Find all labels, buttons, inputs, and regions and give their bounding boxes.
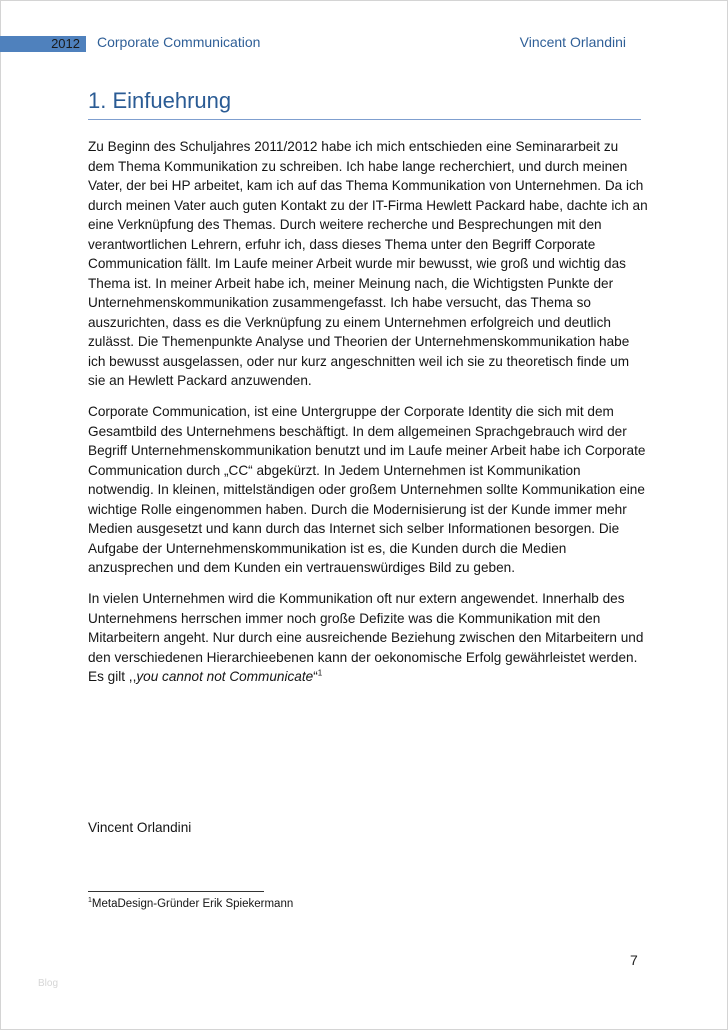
footnote-text: MetaDesign-Gründer Erik Spiekermann [91,898,294,910]
paragraph-3-text: In vielen Unternehmen wird die Kommunikation oft nur extern angewendet. Innerhalb des Unternehmens herrschen immer noch große Defizite was die Kommunikation mit den Mitarbeitern angeht. Nur durch eine ausreichende Beziehung zwischen den Mitarbeitern und den verschiedenen Hierarchieebenen kann der oekonomische Erfolg gewährleistet werden. Es gilt ,, [88,591,644,684]
body-text [88,137,648,698]
page-number: 7 [630,952,638,968]
year-tab [0,36,86,52]
header-title: Corporate Communication [97,34,261,50]
paragraph-3 [88,589,648,687]
page-header [0,32,728,54]
header-author: Vincent Orlandini [519,34,626,50]
watermark: Blog [38,978,59,989]
paragraph-2: Corporate Communication, ist eine Untergruppe der Corporate Identity die sich mit dem Gesamtbild des Unternehmens beschäftigt. In dem allgemeinen Sprachgebrauch wird der Begriff Unternehmenskommunikation benutzt und im Laufe meiner Arbeit habe ich Corporate Communication durch „CC“ abgekürzt. In Jedem Unternehmen ist Kommunikation notwendig. In kleinen, mittelständigen oder großem Unternehmen sollte Kommunikation eine wichtige Rolle eingenommen haben. Durch die Modernisierung ist der Kunde immer mehr Medien ausgesetzt und kann durch das Internet sich selber Informationen besorgen. Die Aufgabe der Unternehmenskommunikation ist es, die Kunden durch die Medien anzusprechen und dem Kunden ein vertrauenswürdiges Bild zu geben. [88,404,646,575]
header-year: 2012 [51,36,80,51]
paragraph-1: Zu Beginn des Schuljahres 2011/2012 habe ich mich entschieden eine Seminararbeit zu dem Thema Kommunikation zu schreiben. Ich habe lange recherchiert, und durch meinen Vater, der bei HP arbeitet, kam ich auf das Thema Kommunikation von Unternehmen. Da ich durch meinen Vater auch guten Kontakt zu der IT-Firma Hewlett Packard habe, dachte ich an eine Verknüpfung des Themas. Durch weitere recherche und Besprechungen mit den verantwortlichen Lehrern, erfuhr ich, dass dieses Thema unter den Begriff Corporate Communication fällt. Im Laufe meiner Arbeit wurde mir bewusst, wie groß und wichtig das Thema ist. In meiner Arbeit habe ich, meiner Meinung nach, die Wichtigsten Punkte der Unternehmenskommunikation zusammengefasst. Ich habe versucht, das Thema so auszurichten, dass es die Verknüpfung zu einem Unternehmen erfolgreich und deutlich zulässt. Die Themenpunkte Analyse und Theorien der Unternehmenskommunikation habe ich bewusst ausgelassen, oder nur kurz angeschnitten weil ich sie zu theoretisch finde um sie an Hewlett Packard anzuwenden. [88,139,648,388]
paragraph-3-close-quote: “ [313,669,318,684]
paragraph-3-quote: you cannot not Communicate [136,669,314,684]
footnote-separator [88,891,264,892]
footnote-reference[interactable]: 1 [317,668,323,678]
footnote [88,898,293,910]
section-heading: 1. Einfuehrung [88,88,641,120]
signature-name: Vincent Orlandini [88,820,192,835]
footnote-number: 1 [88,897,92,905]
